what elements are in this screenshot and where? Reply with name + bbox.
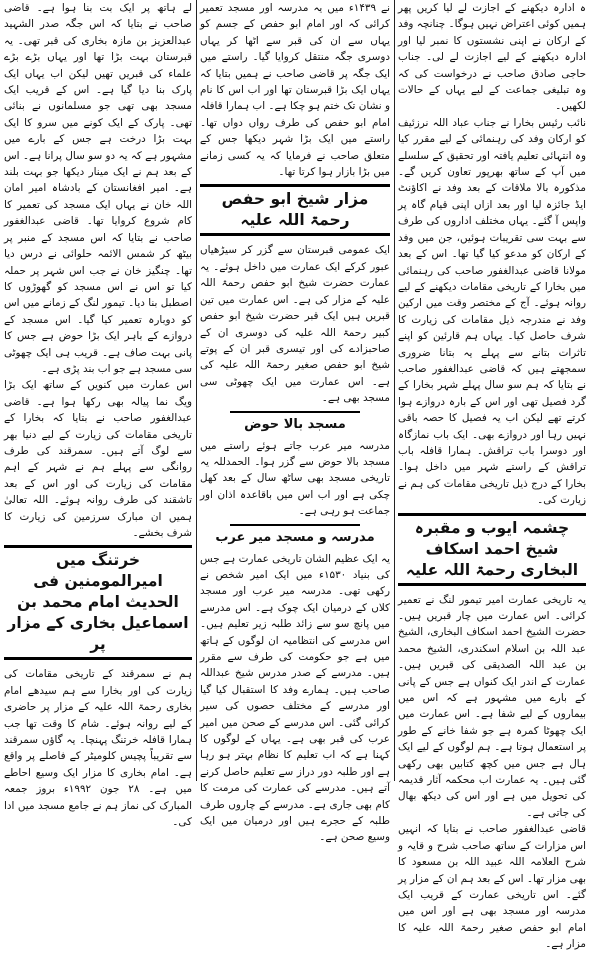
column-divider	[196, 0, 197, 781]
paragraph: قاضی عبدالغفور صاحب نے بتایا کہ انہیں اس مزارات کے ساتھ صاحب شرح و قایہ و شرح العلامہ اللہ عبید اللہ بن مسعود کا بھی مزار تھا۔ اس کے بعد ہم ان کے مزار پر گئے۔ اس تاریخی عمارت کے قریب ایک مدرسہ اور مسجد بھی ہے اور اس میں امام ابو حفص صغیر رحمۃ اللہ علیہ کا مزار ہے۔	[398, 823, 586, 951]
paragraph: نے ۱۴۳۹ء میں یہ مدرسہ اور مسجد تعمیر کرائی کہ اور امام ابو حفص کے جسم کو یہاں سے ان کی قبر سے اٹھا کر یہاں دوسری جگہ منتقل کروایا گیا۔ راستے میں ایک جگہ پر قاضی صاحب نے ہمیں بتایا کہ یہاں ایک بڑا قبرستان تھا اور اب اس کا نام و نشان تک ختم ہو چکا ہے۔ اب ہمارا قافلہ امام ابو حفص کی طرف رواں دواں تھا۔ راستے میں ایک بڑا شہر دیکھا جس کے متعلق صاحب نے فرمایا کہ یہ کسی زمانے میں بڑا بازار ہوا کرتا تھا۔	[200, 2, 390, 179]
paragraph: لے ہاتھ پر ایک بت بنا ہوا ہے۔ قاضی صاحب نے بتایا کہ اس جگہ صدر الشہید عبدالعزیز بن مازہ بخاری کی قبر تھی۔ یہ قبرستان بہت بڑا تھا اور یہاں بڑے بڑے علماء کی قبریں تھیں لیکن اب یہاں ایک پارک بنا دیا گیا ہے۔ اس کے قریب ایک مسجد بھی تھی جو مسلمانوں نے بنائی تھی۔ پارک کے ایک کونے میں سرو کا ایک بہت بڑا درخت ہے جس کے بارے میں مشہور ہے کہ یہ دو سو سال پرانا ہے۔ اس کے بعد ہم نے ایک مینار دیکھا جو بہت بلند ہے۔ امیر افغانستان کے بادشاہ امیر امان اللہ خان نے یہاں ایک مسجد کی تعمیر کا کام شروع کروایا تھا۔ قاضی عبدالغفور صاحب نے بتایا کہ اس مسجد کے منبر پر بیٹھ کر شمس الائمہ حلوائی نے درس دیا تھا۔ چنگیز خان نے جب اس شہر پر حملہ کیا تو اس نے اس مسجد کو گھوڑوں کا اصطبل بنا دیا۔ تیمور لنگ کے زمانے میں اس کو دوبارہ تعمیر کیا گیا۔ اس مسجد کے دروازے کے باہر ایک بڑا حوض ہے جس کا پانی بہت صاف ہے۔ قریب ہی ایک چھوٹی سی مسجد ہے جو اب بند پڑی ہے۔	[4, 2, 192, 375]
subsection-heading-text: مدرسہ و مسجد میر عرب	[215, 529, 375, 545]
column-left	[4, 0, 193, 829]
heading-rule	[230, 524, 360, 526]
paragraph: یہ تاریخی عمارت امیر تیمور لنگ نے تعمیر کرائی۔ اس عمارت میں چار قبریں ہیں۔ حضرت الشیخ احمد اسکاف البخاری، الشیخ عبد اللہ بن اسلام اسکندری، الشیخ محمد بن عبد اللہ الصدیقی کی قبریں ہیں۔ عمارت کے اندر ایک کنواں ہے جس کے پانی کے بارے میں مشہور ہے کہ اس میں بیماروں کے لیے شفا ہے۔ اس عمارت میں ایک چھوٹا کمرہ ہے جو شفا خانے کے طور پر استعمال ہوتا ہے۔ ہم لوگوں کے لیے ایک ہال ہے جس میں کچھ کتابیں بھی رکھی گئی ہیں۔ یہ عمارت اب محکمہ آثار قدیمہ کی تحویل میں ہے اور اس کی دیکھ بھال کی جاتی ہے۔	[398, 593, 586, 819]
column-divider	[394, 0, 395, 781]
column-right	[398, 0, 586, 951]
subsection-heading	[200, 524, 390, 547]
paragraph: ہ ادارہ دیکھنے کے اجازت لے لیا کریں پھر ہمیں کوئی اعتراض نہیں ہوگا۔ چنانچہ وفد کے ارکان نے اپنی نشستوں کا نمبر لیا اور ادارہ دیکھنے کے لیے اجازت لے لی۔ جناب حاجی صادق صاحب نے درخواست کی کہ وہ تبلیغی جماعت کے لیے یہاں کے حالات لکھیں۔	[398, 2, 586, 113]
paragraph: اس عمارت میں کنویں کے ساتھ ایک بڑا ویگ نما پیالہ بھی رکھا ہوا ہے۔ قاضی عبدالغفور صاحب نے بتایا کہ بخارا کے تاریخی مقامات کی زیارت کے لیے دنیا بھر سے لوگ آتے ہیں۔ سمرقند کی طرف روانگی سے پہلے ہم نے شہر کے اہم مقامات کی زیارت کی اور اس کے بعد تاشقند کی طرف روانہ ہوئے۔ اللہ تعالیٰ ہمیں ان مبارک سرزمین کی زیارت کا شرف بخشے۔	[4, 379, 192, 539]
paragraph: ہم نے سمرقند کے تاریخی مقامات کی زیارت کی اور بخارا سے ہم سیدھے امام بخاری رحمۃ اللہ علیہ کے مزار پر حاضری کے لیے روانہ ہوئے۔ شام کا وقت تھا جب ہمارا قافلہ خرتنگ پہنچا۔ یہ گاؤں سمرقند سے تقریباً پچیس کلومیٹر کے فاصلے پر واقع ہے۔ امام بخاری کا مزار ایک وسیع احاطے میں ہے۔ ۲۸ جون ۱۹۹۲ء بروز جمعہ المبارک کی نماز ہم نے جامع مسجد میں ادا کی۔	[4, 668, 193, 829]
paragraph: نائب رئیس بخارا نے جناب عباد اللہ نرزئیف کو ارکان وفد کی رہنمائی کے لیے مقرر کیا وہ انتہائی تعلیم یافتہ اور تحقیق کے سلسلے میں آپ کے ساتھ بھرپور تعاون کریں گے۔ مذکورہ بالا ملاقات کے بعد وفد نے اکاؤنٹ ایڈ جائزہ لیا اور بعد ازاں اپنی قیام گاہ پر واپس آ گئے۔ یہاں مختلف اداروں کی طرف سے بہت سی تقریبات ہوئیں، جن میں وفد کے ارکان کو مدعو کیا گیا تھا۔ اس کے بعد مولانا قاضی عبدالغفور صاحب کی رہنمائی میں بخارا کے تاریخی مقامات دیکھنے کے لیے روانہ ہوئے۔ آج کے مختصر وقت میں ارکین وفد نے مندرجہ ذیل مقامات کی زیارت کا شرف حاصل کیا۔ یہاں ہم قارئین کو اپنے تاثرات بتانے سے پہلے یہ بتانا ضروری سمجھتے ہیں کہ قاضی عبدالغفور صاحب نے بتایا کہ ہم سو سال پہلے شہر بخارا کے گرد فصیل تھی اور اس کے بارہ دروازے ہوا کرتے تھے لیکن اب یہ فصیل کا حصہ باقی نہیں رہا اور دروازے بھی۔ ایک باب نمازگاہ اور دوسرا باب تراقش۔ ہمارا قافلہ باب تراقش کے راستے شہر میں داخل ہوا۔ بخارا کے درج ذیل تاریخی مقامات کی ہم نے زیارت کی۔	[398, 116, 586, 507]
subsection-heading	[200, 411, 390, 434]
paragraph: مدرسہ میر عرب جاتے ہوئے راستے میں مسجد بالا حوض سے گزر ہوا۔ الحمدللہ یہ تاریخی مسجد بھی ساٹھ سال کے بعد کھل چکی ہے اور اب اس میں باقاعدہ اذان اور جماعت ہو رہی ہے۔	[200, 439, 390, 518]
section-heading: خرتنگ میں امیرالمومنین فی الحدیث امام محمد بن اسماعیل بخاری کے مزار پر	[4, 545, 192, 660]
paragraph: ایک عمومی قبرستان سے گزر کر سیڑھیاں عبور کرکے ایک عمارت میں داخل ہوئے۔ یہ عمارت حضرت شیخ ابو حفص رحمۃ اللہ علیہ کے مزار کی ہے۔ اس عمارت میں تین قبریں ہیں ایک قبر حضرت شیخ ابو حفص کبیر رحمۃ اللہ علیہ کی دوسری ان کے صاحبزادے کی اور تیسری قبر ان کے پوتے شیخ ابو حفص صغیر رحمۃ اللہ علیہ کی ہے۔ اس عمارت میں ایک چھوٹی سی مسجد بھی ہے۔	[200, 244, 390, 405]
subsection-heading-text: مسجد بالا حوض	[244, 416, 346, 432]
section-heading: چشمہ ایوب و مقبرہ شیخ احمد اسکاف البخاری رحمۃ اللہ علیہ	[398, 513, 586, 586]
heading-rule	[230, 411, 360, 413]
column-middle	[200, 0, 390, 844]
paragraph: یہ ایک عظیم الشان تاریخی عمارت ہے جس کی بنیاد ۱۵۳۰ء میں ایک امیر شخص نے رکھی تھی۔ مدرسہ میر عرب اور مسجد کلاں کے درمیان ایک چوک ہے۔ اس مدرسے میں پانچ سو سے زائد طلبہ زیر تعلیم ہیں۔ اس مدرسے کی انتظامیہ ان لوگوں کے ہاتھ میں ہے جو حکومت کی طرف سے مقرر ہیں۔ مدرسے کے صدر مدرس شیخ عبداللہ صاحب ہیں۔ ہمارے وفد کا استقبال کیا گیا اور مدرسے کے مختلف حصوں کی سیر کرائی گئی۔ اس مدرسے کے صحن میں امیر عرب کی قبر بھی ہے۔ یہاں کے لوگوں کا کہنا ہے کہ اب تعلیم کا نظام بہتر ہو رہا ہے اور طلبہ دور دراز سے تعلیم حاصل کرنے آتے ہیں۔ مدرسے کی عمارت کی مرمت کا کام بھی جاری ہے۔ مدرسے کے چاروں طرف طلبہ کے حجرے ہیں اور درمیان میں ایک وسیع صحن ہے۔	[200, 552, 390, 844]
section-heading: مزار شیخ ابو حفص رحمۃ اللہ علیہ	[200, 184, 390, 236]
